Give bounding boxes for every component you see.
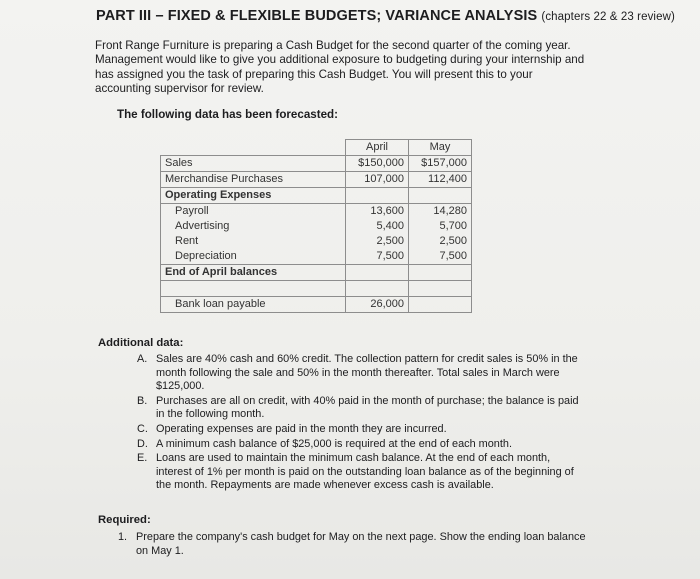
table-row-spacer: [161, 281, 472, 297]
list-marker: D.: [137, 437, 148, 450]
cell-may: [409, 297, 472, 313]
title-main: PART III – FIXED & FLEXIBLE BUDGETS; VARIANCE ANALYSIS: [96, 8, 538, 24]
row-label: Merchandise Purchases: [161, 172, 346, 188]
list-item: [130, 452, 580, 493]
forecast-table: [160, 139, 472, 313]
list-item-text: Operating expenses are paid in the month they are incurred.: [156, 422, 447, 435]
cell-april: 26,000: [346, 297, 409, 313]
table-row-rent: [161, 234, 472, 249]
cell-april: 13,600: [346, 204, 409, 220]
row-label: End of April balances: [161, 265, 346, 281]
required-heading: Required:: [98, 514, 151, 526]
row-label: Advertising: [161, 219, 346, 234]
cell-april: [346, 265, 409, 281]
forecast-heading: The following data has been forecasted:: [117, 108, 338, 121]
cell-may: 14,280: [409, 204, 472, 220]
row-label: Payroll: [161, 204, 346, 220]
cell-april: 107,000: [346, 172, 409, 188]
list-item-text: Loans are used to maintain the minimum cash balance. At the end of each month, interest of 1% per month is paid on the outstanding loan balance as of the beginning of the month. Repayments are made whenever excess cash is available.: [156, 452, 574, 492]
cell-may: [409, 281, 472, 297]
required-item-text: Prepare the company's cash budget for May on the next page. Show the ending loan balance on May 1.: [136, 531, 586, 557]
header-may: May: [409, 140, 472, 156]
list-item-text: Sales are 40% cash and 60% credit. The collection pattern for credit sales is 50% in the month following the sale and 50% in the month thereafter. Total sales in March were $125,000.: [156, 353, 578, 393]
table-row-advertising: [161, 219, 472, 234]
list-item: [130, 438, 580, 452]
cell-may: [409, 188, 472, 204]
page-title: [96, 8, 675, 24]
row-label: Sales: [161, 156, 346, 172]
row-label: Bank loan payable: [161, 297, 346, 313]
table-row-payroll: [161, 204, 472, 220]
list-marker: E.: [137, 452, 148, 465]
row-label: Rent: [161, 234, 346, 249]
intro-paragraph: Front Range Furniture is preparing a Cash Budget for the second quarter of the coming year. Management would like to give you additional exposure to budgeting during your internship and has assigned you the task of preparing this Cash Budget. You will present this to your accounting supervisor for review.: [95, 39, 585, 96]
header-blank: [161, 140, 346, 156]
title-subtitle: (chapters 22 & 23 review): [541, 11, 675, 23]
header-april: April: [346, 140, 409, 156]
table-row-bank-loan: [161, 297, 472, 313]
cell-april: [346, 281, 409, 297]
list-item-text: A minimum cash balance of $25,000 is required at the end of each month.: [156, 437, 512, 450]
table-row-sales: [161, 156, 472, 172]
list-marker: A.: [137, 353, 148, 365]
table-row-opex: [161, 188, 472, 204]
row-label: Depreciation: [161, 249, 346, 265]
list-marker: B.: [137, 394, 148, 407]
list-marker: C.: [137, 422, 148, 435]
required-item: [118, 530, 586, 558]
cell-may: 5,700: [409, 219, 472, 234]
additional-data-list: [130, 353, 580, 494]
table-row-end-balances: [161, 265, 472, 281]
cell-april: 2,500: [346, 234, 409, 249]
cell-may: 112,400: [409, 172, 472, 188]
list-item: [130, 353, 580, 394]
table-row-depreciation: [161, 249, 472, 265]
table-header-row: [161, 140, 472, 156]
cell-may: [409, 265, 472, 281]
list-item: [130, 423, 580, 437]
cell-may: $157,000: [409, 156, 472, 172]
additional-data-heading: Additional data:: [98, 337, 184, 349]
cell-april: $150,000: [346, 156, 409, 172]
cell-april: [346, 188, 409, 204]
cell-april: 7,500: [346, 249, 409, 265]
row-label: Operating Expenses: [161, 188, 346, 204]
row-label: [161, 281, 346, 297]
table-row-purchases: [161, 172, 472, 188]
cell-may: 7,500: [409, 249, 472, 265]
list-item: [130, 395, 580, 422]
cell-may: 2,500: [409, 234, 472, 249]
cell-april: 5,400: [346, 219, 409, 234]
list-item-text: Purchases are all on credit, with 40% paid in the month of purchase; the balance is paid in the following month.: [156, 394, 579, 421]
list-marker: 1.: [118, 531, 128, 543]
